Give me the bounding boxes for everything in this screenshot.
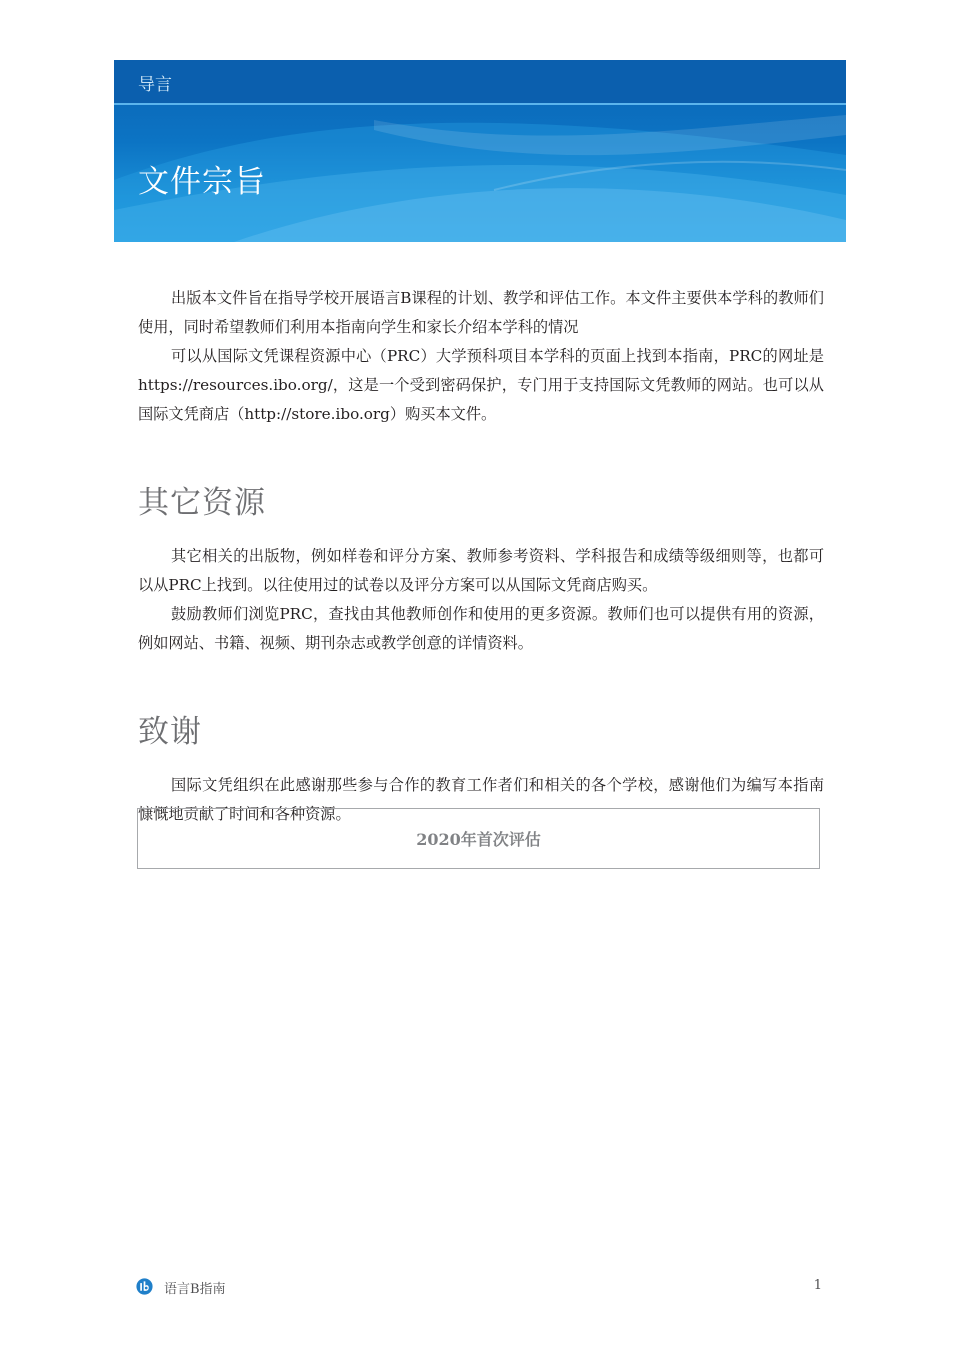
resources-paragraph: 鼓励教师们浏览PRC，查找由其他教师创作和使用的更多资源。教师们也可以提供有用的资源，例如网站、书籍、视频、期刊杂志或教学创意的详情资料。 <box>138 605 824 652</box>
footer-guide-title: 语言B指南 <box>164 1282 226 1297</box>
ib-logo-icon <box>136 1278 153 1295</box>
first-assessment-box <box>137 808 820 869</box>
page-number: 1 <box>813 1278 822 1293</box>
header-banner <box>114 60 846 242</box>
main-content <box>138 284 824 829</box>
page-title: 文件宗旨 <box>138 164 266 200</box>
section-heading-resources: 其它资源 <box>138 485 266 521</box>
section-label: 导言 <box>138 75 172 95</box>
page-footer <box>136 1276 824 1298</box>
acknowledgements-paragraph: 国际文凭组织在此感谢那些参与合作的教育工作者们和相关的各个学校，感谢他们为编写本指南慷慨地贡献了时间和各种资源。 <box>138 776 824 823</box>
section-heading-acknowledgements: 致谢 <box>138 714 202 750</box>
banner-wave-graphic <box>114 60 846 242</box>
purpose-paragraph: 出版本文件旨在指导学校开展语言B课程的计划、教学和评估工作。本文件主要供本学科的教师们使用，同时希望教师们利用本指南向学生和家长介绍本学科的情况 <box>138 289 824 336</box>
first-assessment-text: 2020年首次评估 <box>416 830 541 849</box>
purpose-paragraph: 可以从国际文凭课程资源中心（PRC）大学预科项目本学科的页面上找到本指南，PRC的网址是https://resources.ibo.org/，这是一个受到密码保护，专门用于支持国际文凭教师的网站。也可以从国际文凭商店（http://store.ibo.org）购买本文件。 <box>138 347 824 423</box>
resources-paragraph: 其它相关的出版物，例如样卷和评分方案、教师参考资料、学科报告和成绩等级细则等，也都可以从PRC上找到。以往使用过的试卷以及评分方案可以从国际文凭商店购买。 <box>138 547 824 594</box>
